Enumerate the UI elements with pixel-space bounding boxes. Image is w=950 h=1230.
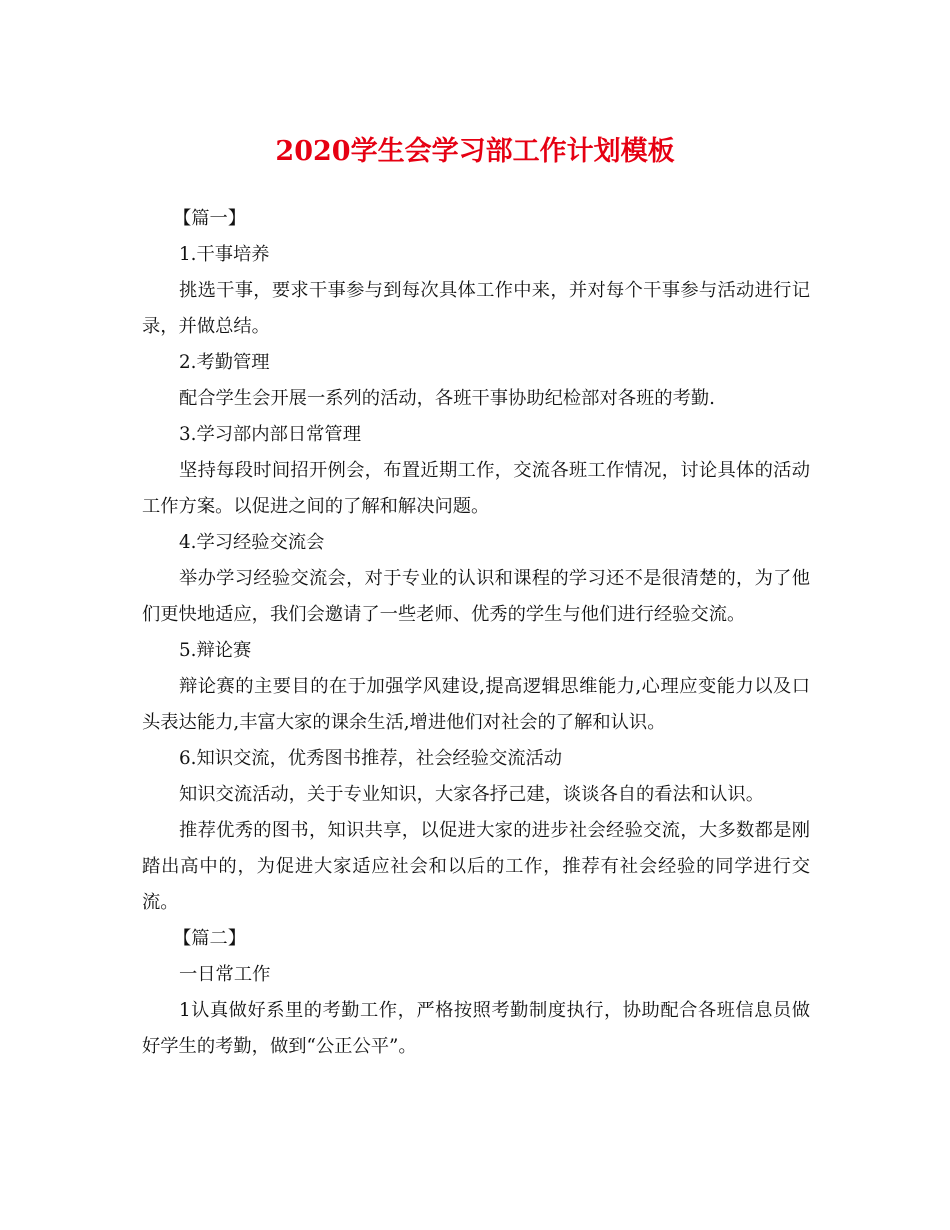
item-heading: 4.学习经验交流会 [179,532,325,553]
paragraph: 辩论赛的主要目的在于加强学风建设,提高逻辑思维能力,心理应变能力以及口头表达能力,丰富大家的课余生活,增进他们对社会的了解和认识。 [142,676,810,733]
paragraph: 挑选干事，要求干事参与到每次具体工作中来，并对每个干事参与活动进行记录，并做总结。 [142,280,810,337]
paragraph: 知识交流活动，关于专业知识，大家各抒己建，谈谈各自的看法和认识。 [179,784,764,805]
paragraph: 1认真做好系里的考勤工作，严格按照考勤制度执行，协助配合各班信息员做好学生的考勤，做到“公正公平”。 [142,1000,810,1057]
section-heading: 【篇二】 [173,928,247,949]
paragraph: 推荐优秀的图书，知识共享，以促进大家的进步社会经验交流，大多数都是刚踏出高中的，为促进大家适应社会和以后的工作，推荐有社会经验的同学进行交流。 [142,820,810,913]
item-heading: 1.干事培养 [179,244,270,265]
paragraph: 举办学习经验交流会，对于专业的认识和课程的学习还不是很清楚的，为了他们更快地适应，我们会邀请了一些老师、优秀的学生与他们进行经验交流。 [142,568,810,625]
item-heading: 2.考勤管理 [179,352,270,373]
item-heading: 一日常工作 [179,964,271,985]
paragraph: 坚持每段时间招开例会，布置近期工作，交流各班工作情况，讨论具体的活动工作方案。以促进之间的了解和解决问题。 [142,460,810,517]
item-heading: 3.学习部内部日常管理 [179,424,361,445]
item-heading: 6.知识交流，优秀图书推荐，社会经验交流活动 [179,748,563,769]
document-body [142,201,810,1065]
section-heading: 【篇一】 [173,208,247,229]
document-title: 2020学生会学习部工作计划模板 [275,136,675,167]
paragraph: 配合学生会开展一系列的活动，各班干事协助纪检部对各班的考勤. [179,388,715,409]
item-heading: 5.辩论赛 [179,640,252,661]
